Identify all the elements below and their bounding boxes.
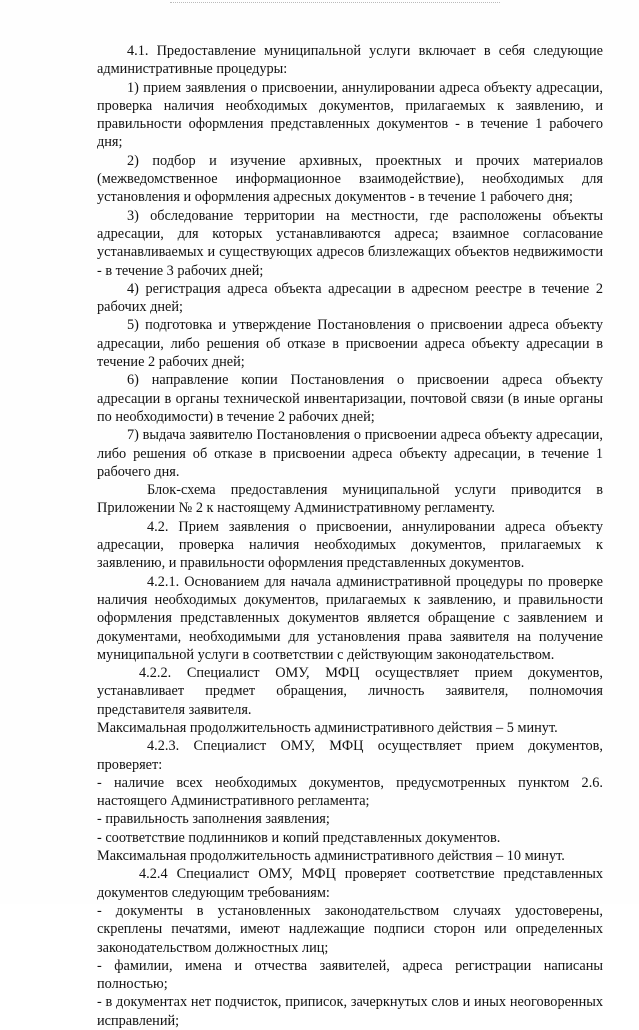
max-duration-5: Максимальная продолжительность административного действия – 5 минут.: [97, 719, 558, 736]
list-item-4: 4) регистрация адреса объекта адресации в адресном реестре в течение 2 рабочих дней;: [97, 280, 603, 316]
list-item-5: 5) подготовка и утверждение Постановления о присвоении адреса объекту адресации, либо решения об отказе в присвоении адреса объекту адресации в течение 2 рабочих дней;: [97, 317, 603, 371]
list-item-6: 6) направление копии Постановления о присвоении адреса объекту адресации в органы технической инвентаризации, почтовой связи (в иные органы по необходимости) в течение 2 рабочих дней;: [97, 372, 603, 425]
paragraph-4-2-3: 4.2.3. Специалист ОМУ, МФЦ осуществляет прием документов, проверяет:: [97, 738, 603, 773]
requirement-names: - фамилии, имена и отчества заявителей, адреса регистрации написаны полностью;: [97, 957, 603, 993]
list-item-3: 3) обследование территории на местности, где расположены объекты адресации, для которых устанавливаются адреса; взаимное согласование устанавливаемых и существующих адресов близлежащих объектов недвижимости - в течение 3 рабочих дней;: [97, 207, 603, 279]
check-item-form: - правильность заполнения заявления;: [97, 811, 330, 828]
check-item-copies: - соответствие подлинников и копий представленных документов.: [97, 829, 501, 846]
requirement-seals: - документы в установленных законодательством случаях удостоверены, скреплены печатями, имеют надлежащие подписи сторон или определенных законодательством должностных лиц;: [97, 902, 603, 956]
check-item-documents: - наличие всех необходимых документов, предусмотренных пунктом 2.6. настоящего Административного регламента;: [97, 774, 603, 810]
list-item-2: 2) подбор и изучение архивных, проектных и прочих материалов (межведомственное информационное взаимодействие), необходимых для установления и оформления адресных документов - в течение 1 рабочего дня;: [97, 152, 603, 206]
paragraph-4-2-4: 4.2.4 Специалист ОМУ, МФЦ проверяет соответствие представленных документов следующим требованиям:: [97, 866, 603, 901]
paragraph-4-2-2: 4.2.2. Специалист ОМУ, МФЦ осуществляет прием документов, устанавливает предмет обращения, личность заявителя, полномочия представителя заявителя.: [97, 665, 603, 718]
max-duration-10: Максимальная продолжительность административного действия – 10 минут.: [97, 848, 565, 865]
paragraph-4-2-1: 4.2.1. Основанием для начала административной процедуры по проверке наличия необходимых документов, прилагаемых к заявлению, и правильности оформления представленных документов является обращение с заявлением и документами, необходимыми для установления права заявителя на получение муниципальной услуги в соответствии с действующим законодательством.: [97, 573, 603, 663]
document-body: [97, 42, 603, 1030]
list-item-1: 1) прием заявления о присвоении, аннулировании адреса объекту адресации, проверка наличия необходимых документов, прилагаемых к заявлению, и правильности оформления представленных документов - в течение 1 рабочего дня;: [97, 79, 603, 151]
paragraph-block-scheme: Блок-схема предоставления муниципальной услуги приводится в Приложении № 2 к настоящему Административному регламенту.: [97, 482, 603, 517]
list-item-7: 7) выдача заявителю Постановления о присвоении адреса объекту адресации, либо решения об отказе в присвоении адреса объекту адресации, в течение 1 рабочего дня.: [97, 427, 603, 480]
requirement-no-corrections: - в документах нет подчисток, приписок, зачеркнутых слов и иных неоговоренных исправлений;: [97, 994, 603, 1029]
paragraph-4-2: 4.2. Прием заявления о присвоении, аннулировании адреса объекту адресации, проверка наличия необходимых документов, прилагаемых к заявлению, и правильности оформления представленных документов.: [97, 518, 603, 572]
scan-artifact-line: [170, 2, 500, 5]
paragraph-4-1: 4.1. Предоставление муниципальной услуги включает в себя следующие административные процедуры:: [97, 43, 603, 78]
